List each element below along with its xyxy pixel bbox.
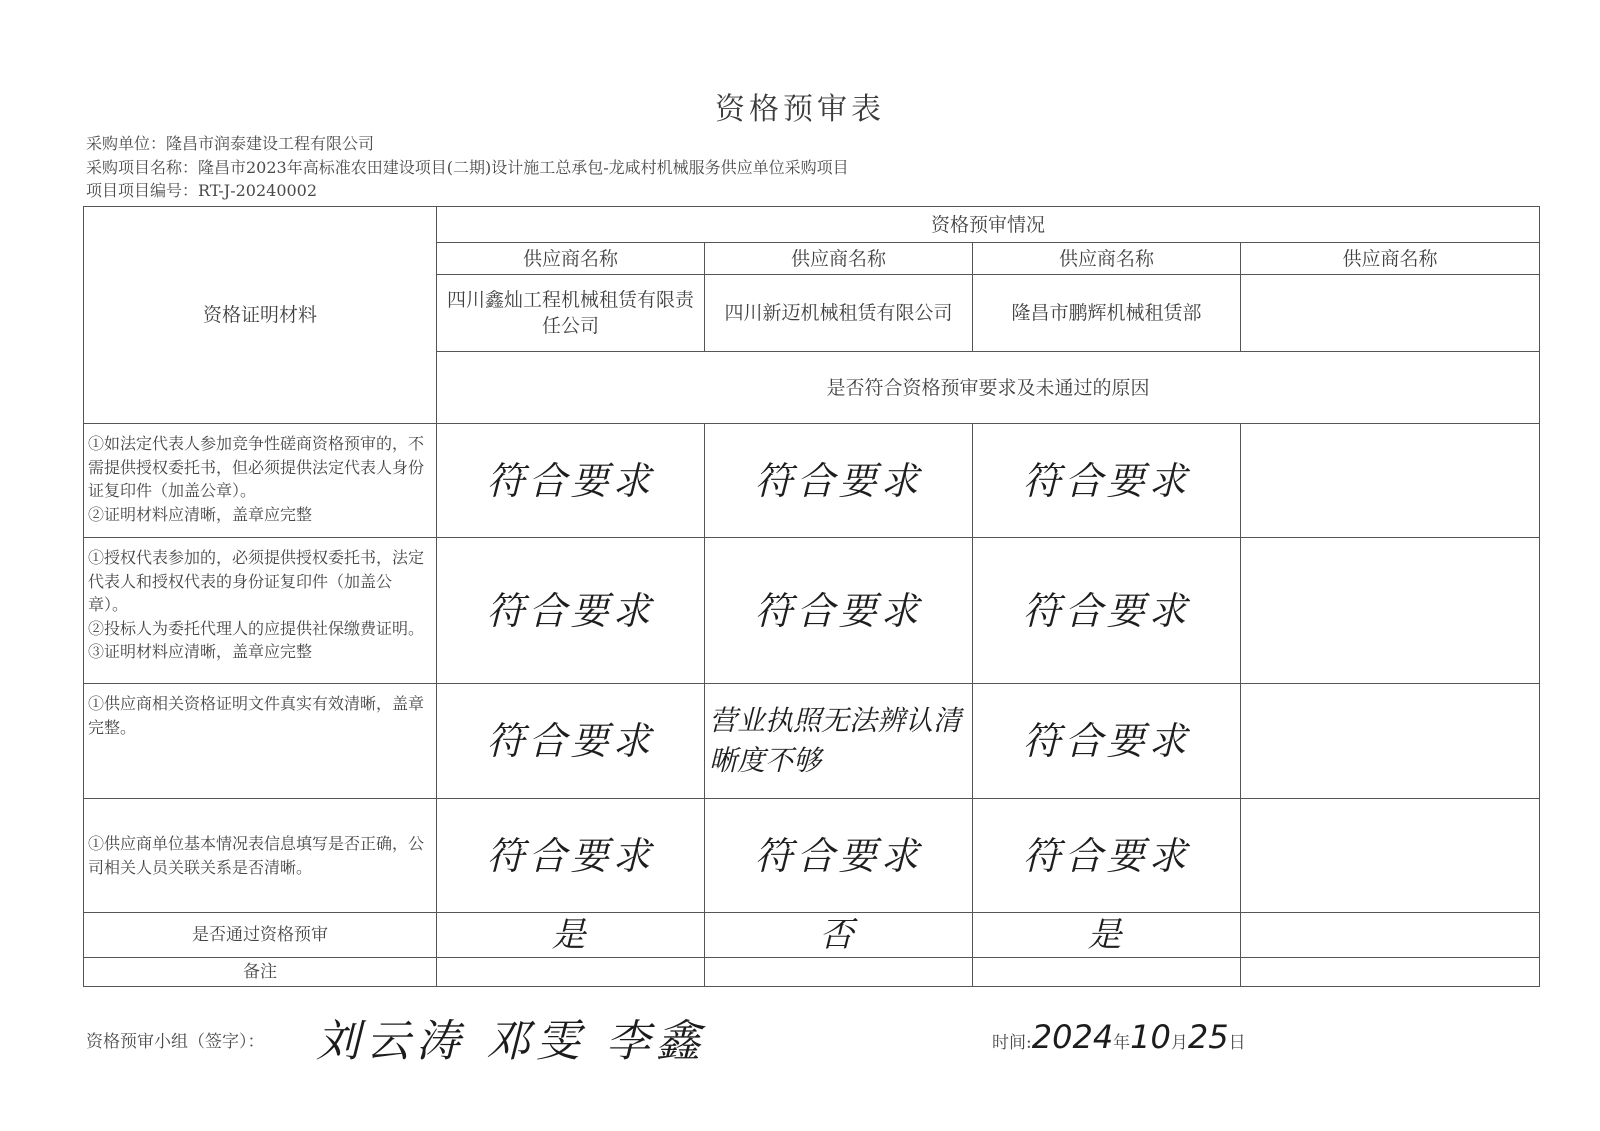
result-1-1: 符合要求 xyxy=(437,424,705,538)
requirement-2-item-2: ②投标人为委托代理人的应提供社保缴费证明。 xyxy=(88,618,425,638)
requirement-1 xyxy=(84,424,437,538)
result-2-2: 符合要求 xyxy=(705,538,973,684)
result-4-2: 符合要求 xyxy=(705,799,973,913)
result-1-4 xyxy=(1241,424,1540,538)
pass-result-3: 是 xyxy=(973,913,1241,958)
requirement-4-item-1: ①供应商单位基本情况表信息填写是否正确，公司相关人员关联关系是否清晰。 xyxy=(88,834,425,877)
remarks-cell-3 xyxy=(973,958,1241,987)
remarks-label: 备注 xyxy=(84,958,437,987)
requirement-2 xyxy=(84,538,437,684)
date-day: 25 xyxy=(1187,1018,1229,1056)
pass-result-2: 否 xyxy=(705,913,973,958)
document-title: 资格预审表 xyxy=(715,92,885,127)
project-number-line: 项目项目编号：RT-J-20240002 xyxy=(86,181,318,200)
signatures: 刘云涛 邓雯 李鑫 xyxy=(316,1016,706,1067)
requirement-2-item-3: ③证明材料应清晰，盖章应完整 xyxy=(88,642,313,661)
compliance-header: 是否符合资格预审要求及未通过的原因 xyxy=(437,352,1540,424)
result-4-4 xyxy=(1241,799,1540,913)
requirement-3 xyxy=(84,684,437,799)
result-3-1: 符合要求 xyxy=(437,684,705,799)
pass-result-4 xyxy=(1241,913,1540,958)
year-label: 年 xyxy=(1113,1033,1131,1053)
month-label: 月 xyxy=(1170,1033,1188,1053)
pass-label: 是否通过资格预审 xyxy=(84,913,437,958)
result-2-4 xyxy=(1241,538,1540,684)
buyer-line: 采购单位：隆昌市润泰建设工程有限公司 xyxy=(86,134,375,153)
requirement-1-item-2: ②证明材料应清晰，盖章应完整 xyxy=(88,504,313,524)
result-1-2: 符合要求 xyxy=(705,424,973,538)
materials-header: 资格证明材料 xyxy=(84,207,437,424)
result-3-4 xyxy=(1241,684,1540,799)
signature-label: 资格预审小组（签字）： xyxy=(86,1032,265,1052)
date-label: 时间: xyxy=(992,1033,1032,1053)
date-line xyxy=(992,1018,1246,1056)
requirement-2-item-1: ①授权代表参加的，必须提供授权委托书，法定代表人和授权代表的身份证复印件（加盖公章）。 xyxy=(88,548,425,614)
requirement-4 xyxy=(84,799,437,913)
requirement-3-item-1: ①供应商相关资格证明文件真实有效清晰，盖章完整。 xyxy=(88,694,425,737)
supplier-label-4: 供应商名称 xyxy=(1241,243,1540,275)
result-3-3: 符合要求 xyxy=(973,684,1241,799)
result-2-3: 符合要求 xyxy=(973,538,1241,684)
prequalification-table xyxy=(83,206,1540,987)
remarks-cell-4 xyxy=(1241,958,1540,987)
project-name-line: 采购项目名称：隆昌市2023年高标准农田建设项目(二期)设计施工总承包-龙咸村机械服务供应单位采购项目 xyxy=(86,158,849,177)
result-3-2: 营业执照无法辨认清晰度不够 xyxy=(705,684,973,799)
supplier-label-1: 供应商名称 xyxy=(437,243,705,275)
date-year: 2024 xyxy=(1031,1018,1114,1056)
supplier-label-3: 供应商名称 xyxy=(973,243,1241,275)
day-label: 日 xyxy=(1228,1033,1246,1053)
result-2-1: 符合要求 xyxy=(437,538,705,684)
requirement-1-item-1: ①如法定代表人参加竞争性磋商资格预审的，不需提供授权委托书，但必须提供法定代表人身份证复印件（加盖公章）。 xyxy=(88,434,425,500)
supplier-name-4 xyxy=(1241,275,1540,352)
pass-result-1: 是 xyxy=(437,913,705,958)
remarks-cell-2 xyxy=(705,958,973,987)
supplier-label-2: 供应商名称 xyxy=(705,243,973,275)
result-4-3: 符合要求 xyxy=(973,799,1241,913)
remarks-cell-1 xyxy=(437,958,705,987)
date-month: 10 xyxy=(1130,1018,1171,1056)
result-4-1: 符合要求 xyxy=(437,799,705,913)
supplier-name-1: 四川鑫灿工程机械租赁有限责任公司 xyxy=(437,275,705,352)
supplier-name-3: 隆昌市鹏辉机械租赁部 xyxy=(973,275,1241,352)
review-header: 资格预审情况 xyxy=(437,207,1540,243)
result-1-3: 符合要求 xyxy=(973,424,1241,538)
supplier-name-2: 四川新迈机械租赁有限公司 xyxy=(705,275,973,352)
